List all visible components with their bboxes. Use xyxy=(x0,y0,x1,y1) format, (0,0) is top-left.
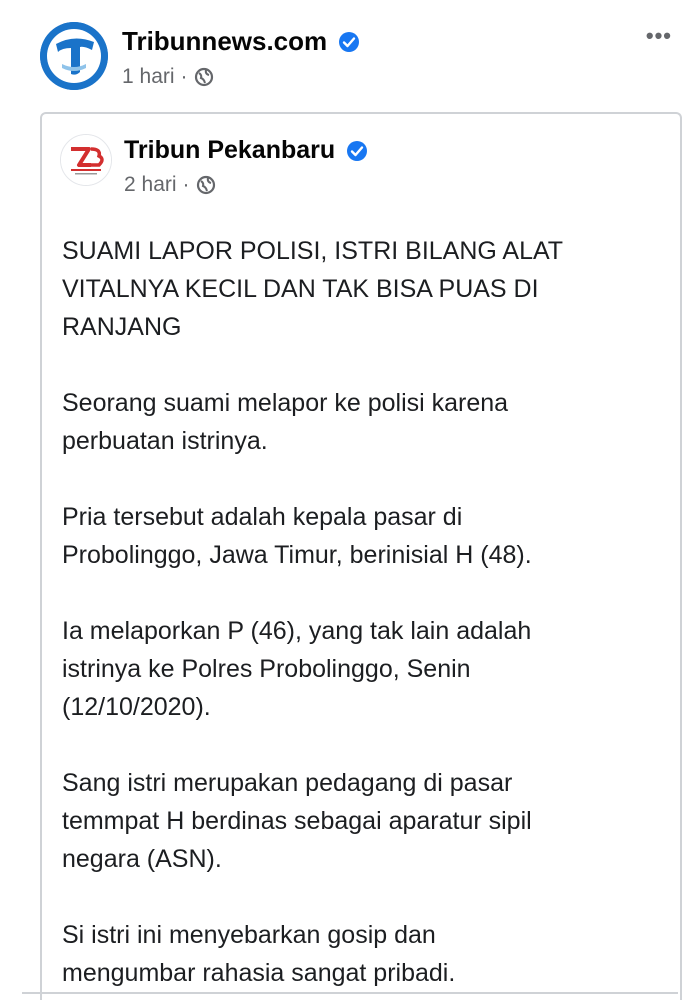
post-headline: SUAMI LAPOR POLISI, ISTRI BILANG ALAT VITALNYA KECIL DAN TAK BISA PUAS DI RANJANG xyxy=(62,237,564,341)
tribunnews-logo-icon[interactable] xyxy=(40,22,108,90)
globe-icon xyxy=(196,175,216,195)
post-paragraph: Si istri ini menyebarkan gosip dan mengumbar rahasia sangat pribadi. xyxy=(62,921,456,987)
post-body xyxy=(62,232,652,1000)
divider xyxy=(22,992,678,994)
meta-separator: · xyxy=(180,65,188,88)
shared-post-header xyxy=(60,134,640,204)
page-name[interactable]: Tribunnews.com xyxy=(122,26,328,56)
globe-icon xyxy=(194,67,214,87)
shared-post-card[interactable] xyxy=(40,112,682,1000)
verified-badge-icon xyxy=(346,140,368,162)
verified-badge-icon xyxy=(338,31,360,53)
more-options-button[interactable]: ••• xyxy=(645,23,672,48)
post-paragraph: Pria tersebut adalah kepala pasar di Probolinggo, Jawa Timur, berinisial H (48). xyxy=(62,503,532,569)
meta-separator: · xyxy=(182,173,190,196)
post-header xyxy=(40,22,680,94)
post-paragraph: Sang istri merupakan pedagang di pasar temmpat H berdinas sebagai aparatur sipil negara (ASN). xyxy=(62,769,532,873)
post-paragraph: Ia melaporkan P (46), yang tak lain adalah istrinya ke Polres Probolinggo, Senin (12/10/2020). xyxy=(62,617,532,721)
tribun-pekanbaru-logo-icon[interactable] xyxy=(60,134,112,186)
post-paragraph: Seorang suami melapor ke polisi karena perbuatan istrinya. xyxy=(62,389,509,455)
shared-page-name[interactable]: Tribun Pekanbaru xyxy=(124,136,336,164)
post-time[interactable]: 1 hari xyxy=(122,65,175,88)
shared-post-time[interactable]: 2 hari xyxy=(124,173,177,196)
